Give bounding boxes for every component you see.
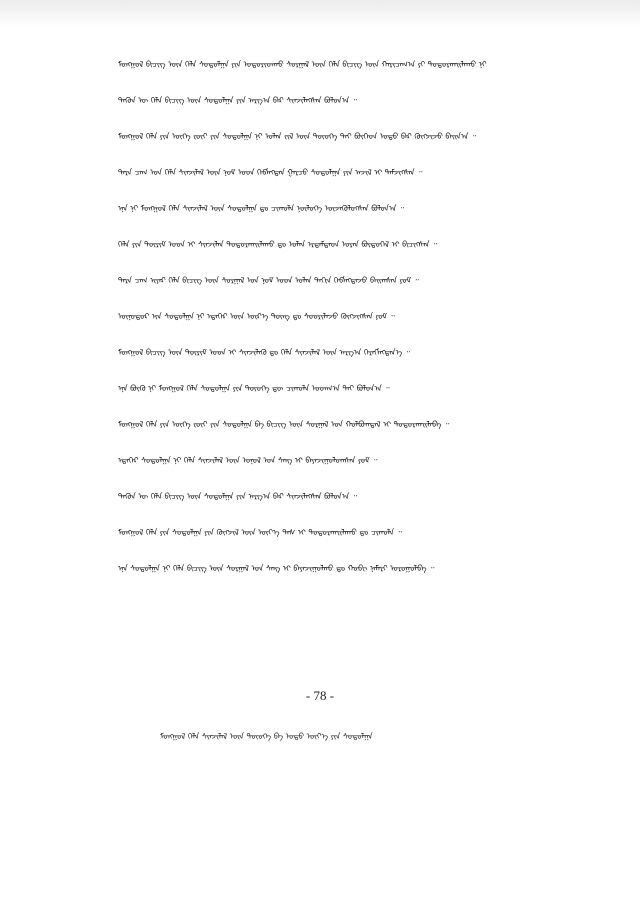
text-line: ᠮᠣᠩᠭᠣᠯ ᠬᠡᠯᠡ ᠶᠢᠨ ᠦᠭᠡ ᠵᠦᠢ ᠶᠢᠨ ᠰᠤᠳᠤᠯᠭᠠ ᠪᠠ ᠪᠢᠴᠢᠭ ᠦᠨ ᠰᠤᠷᠭᠠᠯ ᠤᠨ ᠬᠣᠯᠪᠣᠭᠳᠠᠯ ᠢ ᠲᠣᠳᠣᠷᠬᠠᠢᠯᠠᠪᠠ ᠃ xyxy=(118,420,450,429)
text-line: ᠡᠳᠡᠭᠡᠷ ᠰᠤᠳᠤᠯᠭᠠ ᠨᠢ ᠬᠡᠯᠡ ᠰᠢᠨᠵᠢᠯᠡᠯ ᠦᠨ ᠣᠨᠣᠯ ᠤᠨ ᠰᠠᠩ ᠢ ᠪᠠᠶᠠᠵᠢᠭᠤᠯᠤᠭᠰᠠᠨ ᠶᠤᠮ ᠃ xyxy=(118,456,378,465)
text-line: ᠲᠡᠷᠡ ᠴᠠᠭ ᠢᠶᠠᠷ ᠬᠡᠯᠡ ᠪᠢᠴᠢᠭ ᠦᠨ ᠰᠤᠷᠭᠠᠯ ᠤᠨ ᠨᠣᠮ ᠤᠳ ᠣᠯᠠᠨ ᠳᠠᠬᠢᠨ ᠬᠡᠪᠯᠡᠭᠳᠡᠵᠦ ᠪᠠᠢᠭᠰᠠᠨ ᠶᠤᠮ ᠃ xyxy=(118,276,419,285)
text-line: ᠥᠨᠥᠳᠥᠷ ᠢᠨ ᠰᠤᠳᠤᠯᠭᠠ ᠨᠢ ᠡᠳᠡᠭᠡᠷ ᠦᠨ ᠦᠷ᠎ᠡ ᠳᠦᠩ ᠳᠤ ᠰᠤᠤᠷᠢᠯᠠᠵᠤ ᠬᠥᠭᠵᠢᠭᠰᠡᠨ ᠶᠤᠮ ᠃ xyxy=(118,312,395,321)
text-line: ᠮᠣᠩᠭᠣᠯ ᠬᠡᠯᠡ ᠶᠢᠨ ᠰᠤᠳᠤᠯᠭᠠ ᠶᠢᠨ ᠬᠥᠭᠵᠢᠯ ᠦᠨ ᠦᠶ᠎ᠡ ᠳᠡᠰ ᠢ ᠲᠣᠳᠣᠷᠬᠠᠢᠯᠠᠬᠤ ᠳᠤ ᠴᠢᠬᠤᠯᠠ ᠃ xyxy=(118,528,402,537)
body-text xyxy=(118,60,538,600)
text-line: ᠮᠣᠩᠭᠣᠯ ᠪᠢᠴᠢᠭ ᠦᠨ ᠳᠦᠷᠢᠮ ᠤᠳ ᠢ ᠰᠢᠨᠵᠢᠯᠡᠬᠦ ᠳᠤ ᠬᠡᠯᠡ ᠰᠢᠨᠵᠢᠯᠡᠯ ᠦᠨ ᠠᠷᠭ᠎ᠠ ᠬᠡᠷᠡᠭᠯᠡᠭᠳᠡᠨ᠎ᠡ ᠃ xyxy=(118,348,410,357)
text-line: ᠡᠨᠡ ᠪᠦᠬᠦ ᠨᠢ ᠮᠣᠩᠭᠣᠯ ᠬᠡᠯᠡ ᠰᠤᠳᠤᠯᠭᠠ ᠶᠢᠨ ᠲᠦᠦᠬᠡ ᠳᠦ ᠴᠢᠬᠤᠯᠠ ᠤᠳᠬ᠎ᠠ ᠲᠠᠢ ᠪᠣᠯᠤᠨ᠎ᠠ ᠃ xyxy=(118,384,390,393)
text-line: ᠮᠣᠩᠭᠣᠯ ᠪᠢᠴᠢᠭ ᠦᠨ ᠬᠡᠯᠡ ᠰᠤᠳᠤᠯᠭᠠ ᠶᠢᠨ ᠤᠳᠤᠷᠢᠳᠬᠤ ᠰᠤᠷᠭᠠᠯ ᠦᠨ ᠬᠡᠯᠡ ᠪᠢᠴᠢᠭ ᠦᠨ ᠬᠠᠷᠢᠴᠠᠭ᠎ᠠ ᠶᠢ ᠲᠣᠳᠣᠷᠬᠠᠢᠯᠠᠬᠤ ᠨᠢ xyxy=(118,60,487,69)
scan-edge-shading xyxy=(0,0,640,28)
text-line: ᠲᠡᠭᠦᠨ ᠦ ᠬᠡᠯᠡ ᠪᠢᠴᠢᠭ ᠦᠨ ᠰᠤᠳᠤᠯᠭᠠ ᠶᠢᠨ ᠠᠷᠭ᠎ᠠ ᠪᠠᠷ ᠰᠢᠨᠵᠢᠯᠡᠭᠰᠡᠨ ᠪᠣᠯᠤᠨ᠎ᠠ ᠃ xyxy=(118,96,358,105)
text-line: ᠡᠨᠡ ᠨᠢ ᠮᠣᠩᠭᠣᠯ ᠬᠡᠯᠡ ᠰᠢᠨᠵᠢᠯᠡᠯ ᠦᠨ ᠰᠤᠳᠤᠯᠭᠠ ᠳᠤ ᠴᠢᠬᠤᠯᠠ ᠨᠥᠯᠦᠭᠡ ᠦᠵᠡᠭᠦᠯᠦᠭᠰᠡᠨ ᠪᠣᠯᠤᠨ᠎ᠠ ᠃ xyxy=(118,204,405,213)
page-number: - 78 - xyxy=(305,688,335,703)
text-line: ᠲᠡᠭᠦᠨ ᠦ ᠬᠡᠯᠡ ᠪᠢᠴᠢᠭ ᠦᠨ ᠰᠤᠳᠤᠯᠭᠠ ᠶᠢᠨ ᠠᠷᠭ᠎ᠠ ᠪᠠᠷ ᠰᠢᠨᠵᠢᠯᠡᠭᠰᠡᠨ ᠪᠣᠯᠤᠨ᠎ᠠ ᠃ xyxy=(118,492,358,501)
caption: ᠮᠣᠩᠭᠣᠯ ᠬᠡᠯᠡ ᠰᠢᠨᠵᠢᠯᠡᠯ ᠦᠨ ᠲᠦᠦᠬᠡ ᠪᠠ ᠣᠳᠣ ᠦᠶ᠎ᠡ ᠶᠢᠨ ᠰᠤᠳᠤᠯᠭᠠ xyxy=(160,732,373,741)
text-line: ᠮᠣᠩᠭᠣᠯ ᠬᠡᠯᠡ ᠶᠢᠨ ᠦᠭᠡ ᠵᠦᠢ ᠶᠢᠨ ᠰᠤᠳᠤᠯᠭᠠ ᠨᠢ ᠣᠯᠠᠨ ᠵᠢᠯ ᠦᠨ ᠲᠦᠦᠬᠡ ᠲᠡᠢ ᠪᠥᠭᠡᠳ ᠣᠳᠣ ᠪᠠᠷ ᠬᠥᠭᠵᠢᠵᠦ ᠪᠠᠢᠨ᠎ᠠ ᠃ xyxy=(118,132,477,141)
text-line: ᠲᠡᠷᠡ ᠴᠠᠭ ᠤᠨ ᠬᠡᠯᠡ ᠰᠢᠨᠵᠢᠯᠡᠯ ᠦᠨ ᠨᠣᠮ ᠤᠳ ᠬᠡᠪᠯᠡᠭᠳᠡᠨ ᠭᠠᠷᠴᠤ ᠰᠤᠳᠤᠯᠭᠠ ᠶᠢᠨ ᠠᠵᠢᠯ ᠢ ᠳᠡᠮᠵᠢᠭᠰᠡᠨ ᠃ xyxy=(118,168,423,177)
text-line: ᠡᠨᠡ ᠰᠤᠳᠤᠯᠭᠠ ᠨᠢ ᠬᠡᠯᠡ ᠪᠢᠴᠢᠭ ᠦᠨ ᠰᠤᠷᠭᠠᠯ ᠤᠨ ᠰᠠᠩ ᠢ ᠪᠠᠶᠠᠵᠢᠭᠤᠯᠬᠤ ᠳᠤ ᠬᠤᠪᠢ ᠨᠡᠮᠡᠷᠢ ᠣᠷᠤᠭᠤᠯᠪᠠ ᠃ xyxy=(118,564,435,573)
text-line: ᠬᠡᠯᠡ ᠶᠢᠨ ᠳᠦᠷᠢᠮ ᠤᠳ ᠢ ᠰᠢᠨᠵᠢᠯᠡᠨ ᠲᠣᠳᠣᠷᠬᠠᠢᠯᠠᠬᠤ ᠳᠤ ᠣᠯᠠᠨ ᠡᠷᠳᠡᠮᠲᠡᠳ ᠤᠷᠠᠨ ᠪᠦᠲᠦᠭᠡᠯ ᠢ ᠪᠢᠴᠢᠭᠰᠡᠨ ᠃ xyxy=(118,240,438,249)
